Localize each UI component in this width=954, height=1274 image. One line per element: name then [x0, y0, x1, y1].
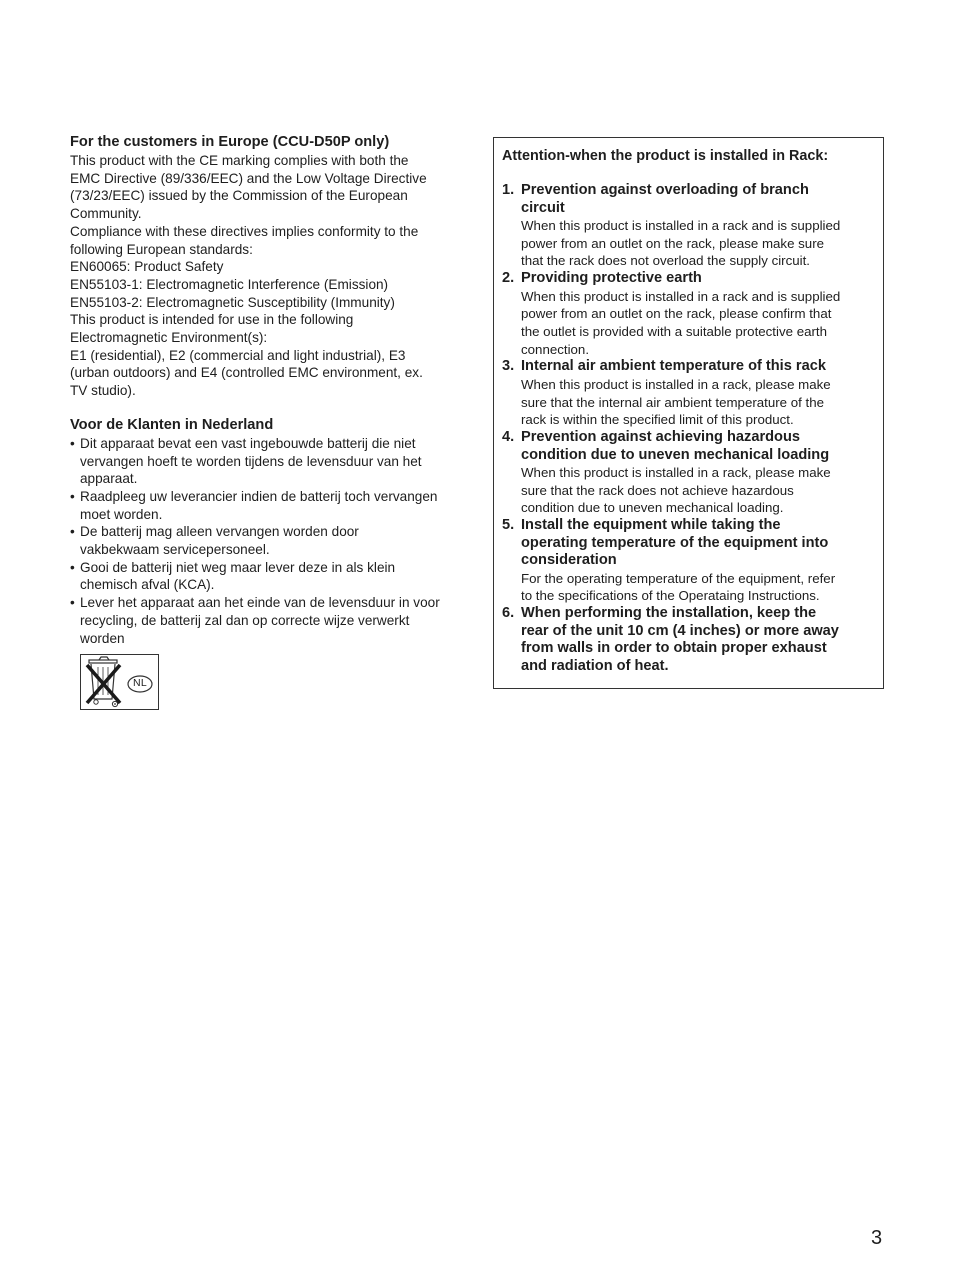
europe-line: EN55103-1: Electromagnetic Interference (Emission) — [70, 276, 389, 292]
list-item — [70, 488, 465, 523]
item-title-line: Prevention against overloading of branch — [521, 182, 809, 198]
item-text-line: rack is within the specified limit of this product. — [521, 412, 794, 428]
item-number: 4. — [502, 429, 515, 446]
europe-line: This product is intended for use in the following — [70, 312, 354, 328]
rack-item-5 — [502, 517, 875, 605]
list-item-line: apparaat. — [80, 471, 138, 487]
list-item-line: worden — [80, 630, 125, 646]
netherlands-heading: Voor de Klanten in Nederland — [70, 416, 274, 433]
bullet-icon: • — [70, 595, 75, 611]
item-text-line: For the operating temperature of the equipment, refer — [521, 570, 836, 586]
item-text-line: power from an outlet on the rack, please confirm that — [521, 306, 832, 322]
item-title-line: from walls in order to obtain proper exhaust — [521, 640, 827, 657]
europe-heading: For the customers in Europe (CCU-D50P only) — [70, 134, 390, 150]
europe-line: Electromagnetic Environment(s): — [70, 330, 268, 346]
item-number: 3. — [502, 358, 515, 375]
rack-item-1 — [502, 182, 875, 270]
item-title-line: Providing protective earth — [521, 270, 702, 287]
list-item — [70, 435, 465, 488]
rack-item-3 — [502, 358, 875, 429]
europe-line: TV studio). — [70, 383, 136, 399]
europe-section — [70, 134, 465, 647]
item-text-line: When this product is installed in a rack, please make — [521, 465, 831, 481]
europe-line: following European standards: — [70, 241, 253, 257]
bullet-icon: • — [70, 435, 75, 451]
europe-line: EN60065: Product Safety — [70, 259, 224, 275]
item-title-line: rear of the unit 10 cm (4 inches) or more away — [521, 622, 839, 639]
page-number: 3 — [871, 1227, 883, 1249]
europe-line: (urban outdoors) and E4 (controlled EMC environment, ex. — [70, 365, 423, 381]
item-text-line: When this product is installed in a rack, please make — [521, 376, 831, 392]
rack-attention-title: Attention-when the product is installed in Rack: — [502, 148, 829, 164]
logo-label: NL — [132, 677, 148, 689]
europe-line: EN55103-2: Electromagnetic Susceptibility (Immunity) — [70, 294, 395, 310]
europe-line: Community. — [70, 206, 142, 222]
item-number: 6. — [502, 605, 515, 622]
rack-item-2 — [502, 270, 875, 358]
item-title-line: and radiation of heat. — [521, 657, 669, 674]
europe-line: (73/23/EEC) issued by the Commission of the European — [70, 188, 408, 204]
item-title-line: When performing the installation, keep the — [521, 605, 817, 622]
bullet-icon: • — [70, 488, 75, 504]
list-item-line: chemisch afval (KCA). — [80, 577, 215, 593]
item-text-line: When this product is installed in a rack and is supplied — [521, 218, 841, 233]
item-number: 2. — [502, 270, 515, 287]
list-item — [70, 559, 465, 594]
netherlands-list — [70, 435, 465, 647]
list-item-line: vervangen hoeft te worden tijdens de levensduur van het — [80, 453, 422, 469]
item-title-line: condition due to uneven mechanical loading — [521, 446, 830, 463]
item-title-line: Install the equipment while taking the — [521, 517, 781, 534]
item-text-line: When this product is installed in a rack and is supplied — [521, 288, 841, 304]
bullet-icon: • — [70, 559, 75, 575]
europe-line: EMC Directive (89/336/EEC) and the Low Voltage Directive — [70, 170, 427, 186]
list-item-line: moet worden. — [80, 506, 163, 522]
list-item-line: Lever het apparaat aan het einde van de levensduur in voor — [80, 595, 440, 611]
item-text-line: sure that the internal air ambient temperature of the — [521, 394, 825, 410]
item-title-line: consideration — [521, 552, 617, 569]
europe-line: This product with the CE marking complies with both the — [70, 153, 409, 168]
list-item-line: recycling, de batterij zal dan op correcte wijze verwerkt — [80, 612, 410, 628]
rack-item-4 — [502, 429, 875, 517]
item-text-line: connection. — [521, 341, 590, 357]
item-number: 5. — [502, 517, 515, 534]
europe-body — [70, 152, 465, 400]
item-text-line: that the rack does not overload the supply circuit. — [521, 253, 810, 269]
europe-line: Compliance with these directives implies conformity to the — [70, 223, 419, 239]
item-number: 1. — [502, 182, 515, 198]
item-text-line: to the specifications of the Operataing Instructions. — [521, 588, 820, 604]
rack-item-6 — [502, 605, 875, 675]
list-item-line: De batterij mag alleen vervangen worden door — [80, 524, 359, 540]
bullet-icon: • — [70, 524, 75, 540]
list-item-line: Gooi de batterij niet weg maar lever deze in als klein — [80, 559, 396, 575]
item-text-line: the outlet is provided with a suitable protective earth — [521, 324, 828, 340]
battery-recycling-logo — [80, 654, 159, 710]
item-text-line: sure that the rack does not achieve hazardous — [521, 482, 794, 498]
list-item-line: vakbekwaam servicepersoneel. — [80, 542, 270, 558]
list-item-line: Raadpleeg uw leverancier indien de batterij toch vervangen — [80, 488, 438, 504]
list-item — [70, 523, 465, 558]
list-item — [70, 594, 465, 647]
rack-attention-box — [493, 137, 884, 689]
list-item-line: Dit apparaat bevat een vast ingebouwde batterij die niet — [80, 435, 416, 451]
item-text-line: power from an outlet on the rack, please make sure — [521, 235, 825, 251]
item-title-line: circuit — [521, 199, 565, 216]
europe-line: E1 (residential), E2 (commercial and light industrial), E3 — [70, 347, 406, 363]
item-title-line: Internal air ambient temperature of this rack — [521, 358, 826, 375]
item-text-line: condition due to uneven mechanical loading. — [521, 500, 784, 516]
item-title-line: Prevention against achieving hazardous — [521, 429, 800, 446]
item-title-line: operating temperature of the equipment into — [521, 534, 829, 551]
